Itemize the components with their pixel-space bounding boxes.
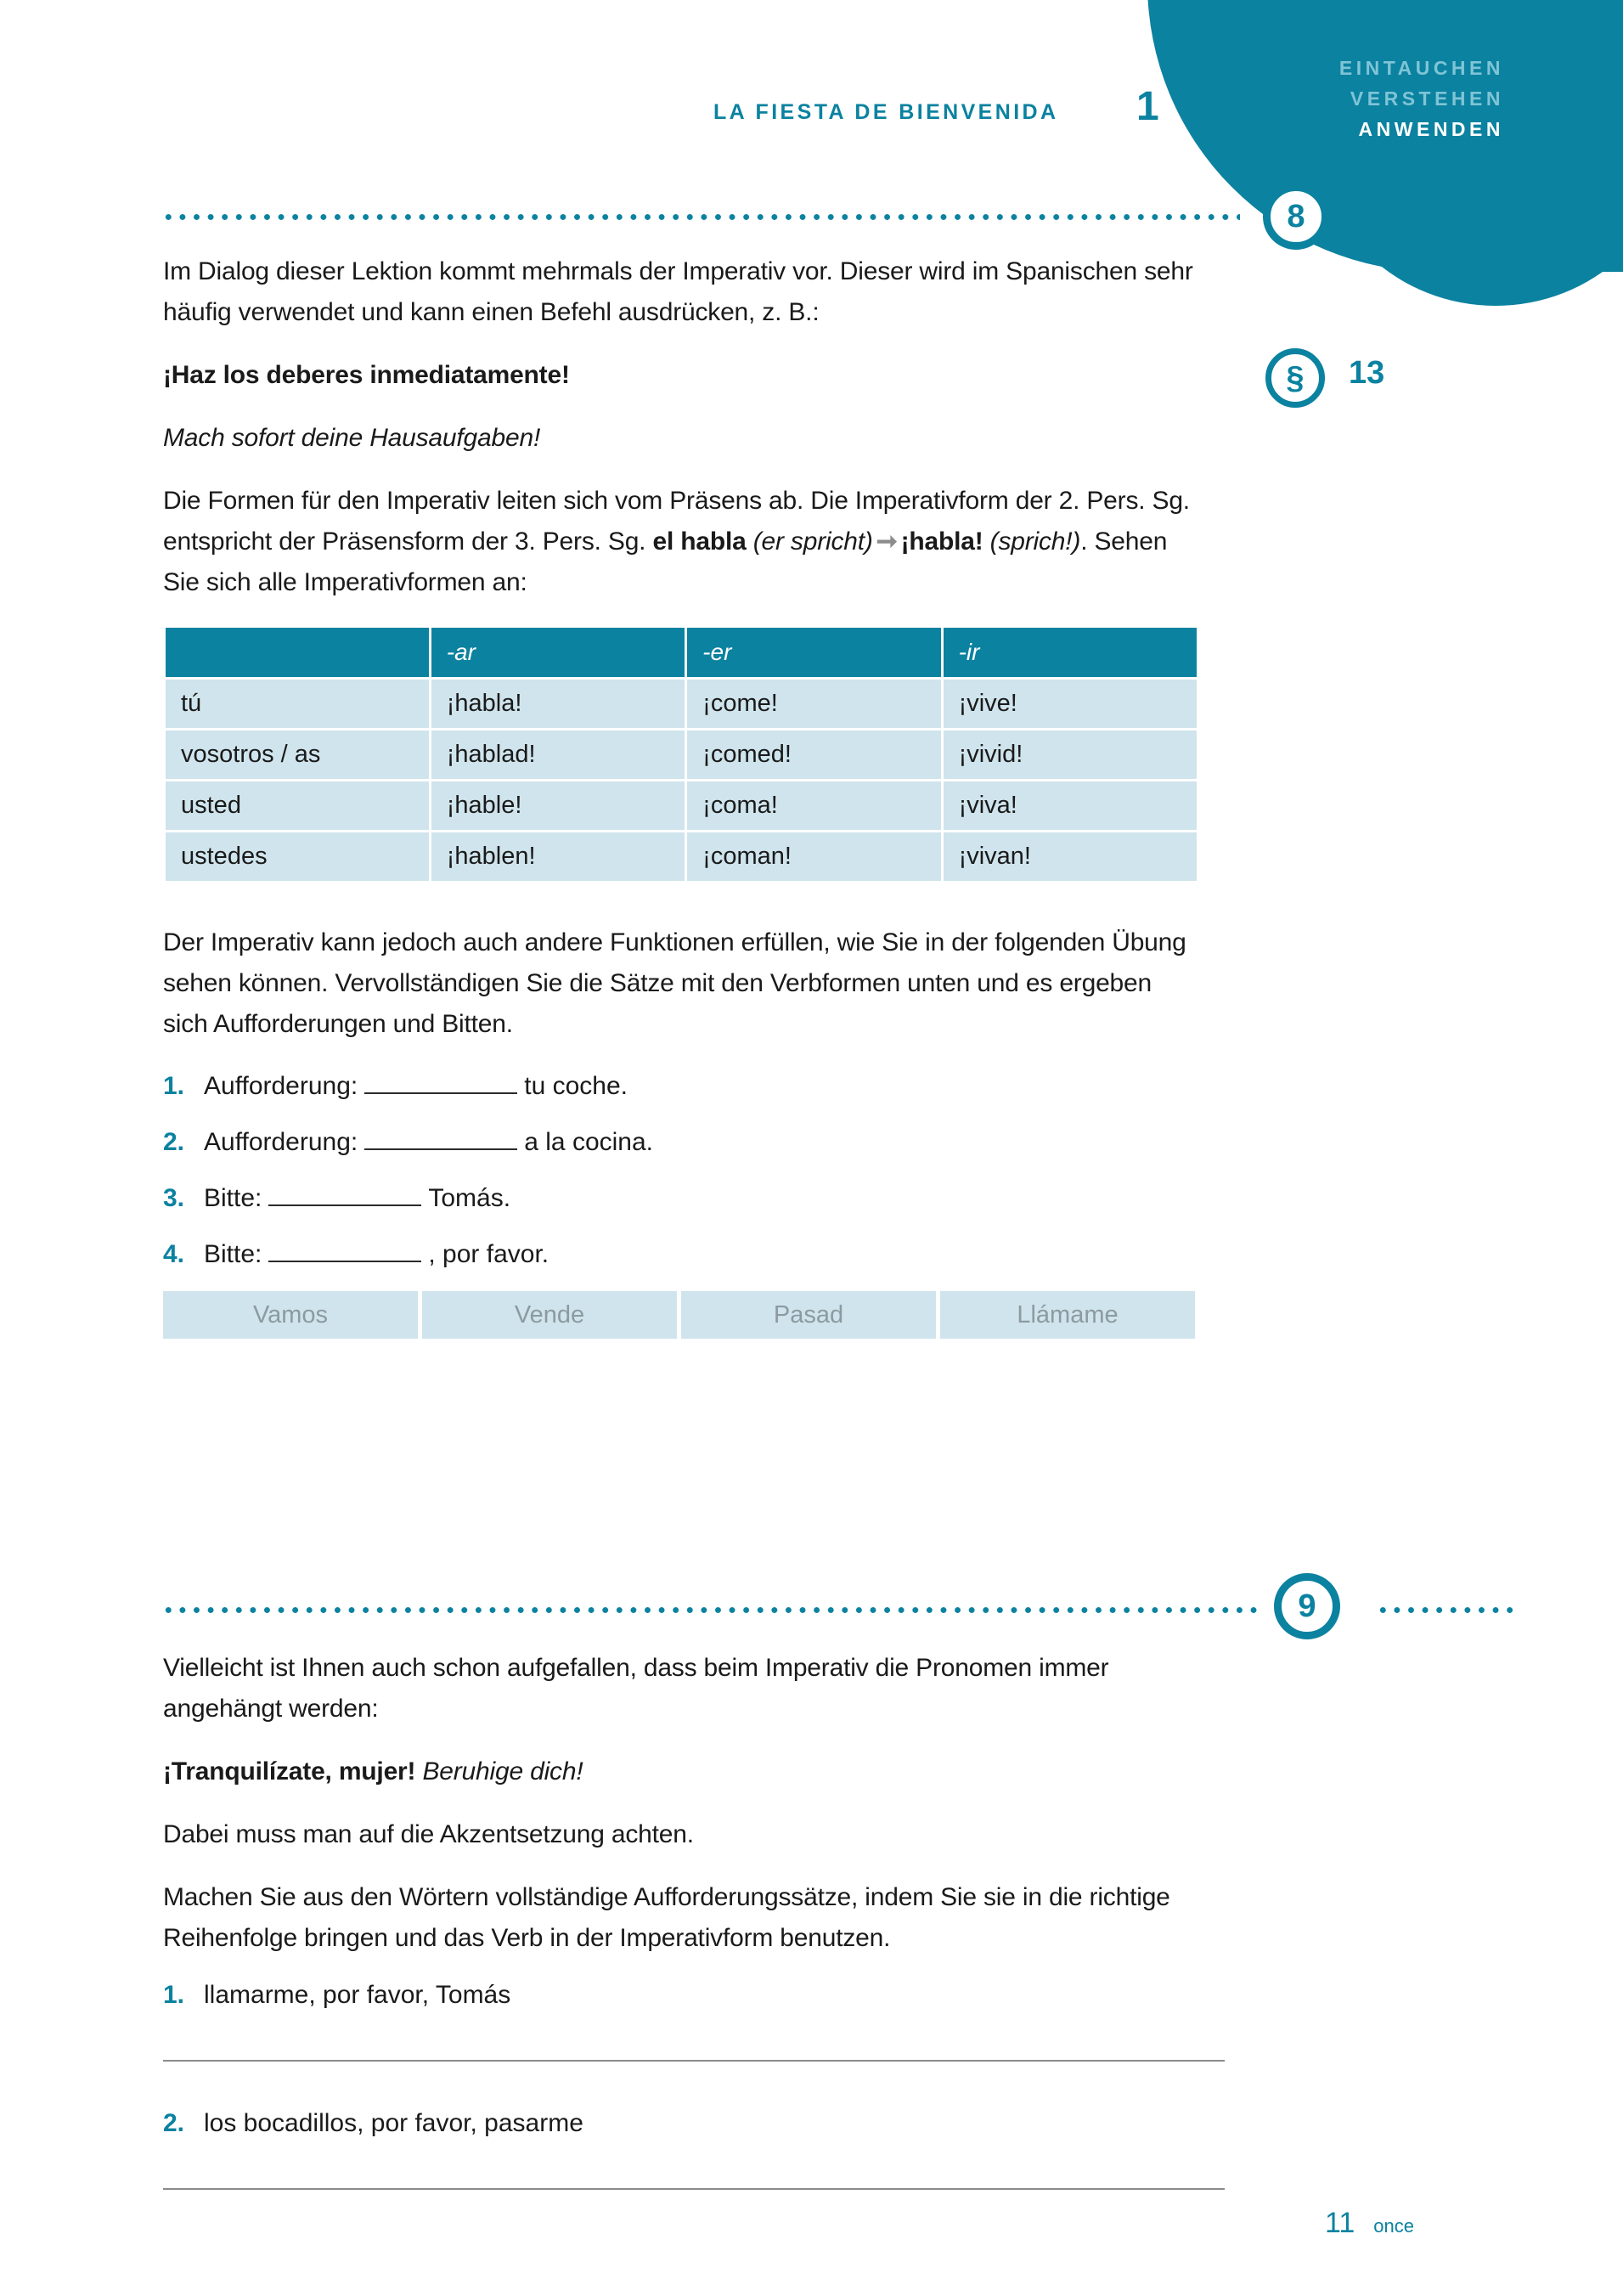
learning-stage-list xyxy=(1339,53,1504,144)
table-cell: ¡habla! xyxy=(431,680,685,728)
exercise-text-before: Bitte: xyxy=(204,1184,262,1212)
table-header-er: -er xyxy=(687,628,940,677)
chapter-title: LA FIESTA DE BIENVENIDA xyxy=(713,100,1059,124)
exercise-number: 2. xyxy=(163,2109,185,2137)
section8-task-intro: Der Imperativ kann jedoch auch andere Funktionen erfüllen, wie Sie in der folgenden Übung sehen können. Vervollständigen Sie die Sätze mit den Verbformen unten und es ergeben sich Aufforderungen und Bitten. xyxy=(163,928,1186,1038)
intro2-bold-el-habla: el habla xyxy=(652,527,747,556)
table-row xyxy=(166,832,1197,881)
exercise-text-after: , por favor. xyxy=(428,1240,549,1268)
table-cell: ¡coman! xyxy=(687,832,940,881)
fill-in-blank[interactable] xyxy=(268,1235,421,1262)
page-number-word: once xyxy=(1373,2215,1415,2237)
table-row xyxy=(166,731,1197,779)
section9-intro-paragraph: Vielleicht ist Ihnen auch schon aufgefallen, dass beim Imperativ die Pronomen immer angehängt werden: xyxy=(163,1654,1109,1723)
section-badge-9: 9 xyxy=(1274,1573,1340,1639)
section-divider-9-right xyxy=(1376,1605,1520,1615)
fill-in-blank[interactable] xyxy=(364,1067,517,1094)
imperative-conjugation-table xyxy=(163,625,1199,883)
table-row xyxy=(166,680,1197,728)
exercise-text: los bocadillos, por favor, pasarme xyxy=(204,2109,583,2137)
table-cell: ¡vivid! xyxy=(944,731,1197,779)
section-divider-9-left xyxy=(161,1605,1257,1615)
table-header-ar: -ar xyxy=(431,628,685,677)
chapter-number: 1 xyxy=(1136,84,1159,129)
section9-example-line xyxy=(163,1752,1199,1792)
table-cell: ¡come! xyxy=(687,680,940,728)
exercise-number: 4. xyxy=(163,1240,185,1268)
answer-line[interactable] xyxy=(163,2059,1225,2062)
exercise-item-3 xyxy=(163,1179,1199,1213)
section-9-content xyxy=(163,1648,1199,2190)
table-cell: ¡hablen! xyxy=(431,832,685,881)
exercise-item-2 xyxy=(163,1123,1199,1157)
section8-intro-paragraph-1: Im Dialog dieser Lektion kommt mehrmals der Imperativ vor. Dieser wird im Spanischen sehr häufig verwendet und kann einen Befehl ausdrücken, z. B.: xyxy=(163,257,1193,326)
grammar-reference-number: 13 xyxy=(1349,355,1385,391)
arrow-icon: ➞ xyxy=(876,527,898,556)
exercise-number: 3. xyxy=(163,1184,185,1212)
table-cell: usted xyxy=(166,781,429,830)
table-cell: ¡viva! xyxy=(944,781,1197,830)
page-number: 11 xyxy=(1325,2207,1355,2239)
table-cell: ¡vivan! xyxy=(944,832,1197,881)
table-row xyxy=(166,781,1197,830)
table-cell: ¡hable! xyxy=(431,781,685,830)
exercise-number: 1. xyxy=(163,1072,185,1100)
section8-example-spanish: ¡Haz los deberes inmediatamente! xyxy=(163,361,570,389)
fill-in-blank[interactable] xyxy=(364,1123,517,1150)
stage-eintauchen: EINTAUCHEN xyxy=(1338,57,1504,79)
exercise-number: 1. xyxy=(163,1981,185,2009)
word-bank-chip-vamos[interactable]: Vamos xyxy=(163,1291,418,1339)
section9-accent-note: Dabei muss man auf die Akzentsetzung achten. xyxy=(163,1820,694,1848)
fill-in-blank[interactable] xyxy=(268,1179,421,1206)
section9-example-german: Beruhige dich! xyxy=(422,1757,583,1785)
table-header-pronoun xyxy=(166,628,429,677)
section8-example-german: Mach sofort deine Hausaufgaben! xyxy=(163,424,541,452)
table-cell: ¡coma! xyxy=(687,781,940,830)
exercise-text-after: Tomás. xyxy=(428,1184,511,1212)
word-bank-chip-vende[interactable]: Vende xyxy=(422,1291,677,1339)
intro2-italic-sprich: (sprich!) xyxy=(989,527,1081,556)
table-cell: vosotros / as xyxy=(166,731,429,779)
stage-verstehen: VERSTEHEN xyxy=(1350,87,1504,110)
exercise-item-2 xyxy=(163,2109,1199,2138)
grammar-reference-icon: § xyxy=(1265,348,1325,408)
exercise-text-after: a la cocina. xyxy=(524,1128,654,1156)
exercise-item-4 xyxy=(163,1235,1199,1269)
exercise-text: llamarme, por favor, Tomás xyxy=(204,1981,511,2009)
section-divider-8 xyxy=(161,212,1240,222)
section-8-content xyxy=(163,251,1199,1339)
intro2-part-b: . Sehen Sie sich alle Imperativformen an: xyxy=(163,527,1168,596)
intro2-italic-er-spricht: (er spricht) xyxy=(752,527,873,556)
table-header-row xyxy=(166,628,1197,677)
section9-example-spanish: ¡Tranquilízate, mujer! xyxy=(163,1757,416,1785)
table-cell: ¡hablad! xyxy=(431,731,685,779)
exercise-text-before: Bitte: xyxy=(204,1240,262,1268)
intro2-part-a: Die Formen für den Imperativ leiten sich vom Präsens ab. Die Imperativform der 2. Pers. Sg. entspricht der Präsensform der 3. Pers. Sg. xyxy=(163,487,1190,556)
exercise-item-1 xyxy=(163,1981,1199,2010)
exercise-number: 2. xyxy=(163,1128,185,1156)
table-cell: ¡vive! xyxy=(944,680,1197,728)
word-bank xyxy=(163,1291,1199,1339)
intro2-bold-habla: ¡habla! xyxy=(900,527,983,556)
table-cell: ustedes xyxy=(166,832,429,881)
section8-exercise-list xyxy=(163,1067,1199,1269)
exercise-text-before: Aufforderung: xyxy=(204,1128,358,1156)
word-bank-chip-pasad[interactable]: Pasad xyxy=(681,1291,936,1339)
table-cell: tú xyxy=(166,680,429,728)
section9-task-intro: Machen Sie aus den Wörtern vollständige Aufforderungssätze, indem Sie sie in die richtige Reihenfolge bringen und das Verb in der Imperativform benutzen. xyxy=(163,1883,1170,1952)
table-header-ir: -ir xyxy=(944,628,1197,677)
exercise-item-1 xyxy=(163,1067,1199,1101)
page-footer xyxy=(1325,2207,1414,2240)
stage-anwenden: ANWENDEN xyxy=(1358,118,1504,140)
table-cell: ¡comed! xyxy=(687,731,940,779)
section8-intro-paragraph-2 xyxy=(163,481,1199,603)
answer-line[interactable] xyxy=(163,2187,1225,2190)
word-bank-chip-llamame[interactable]: Llámame xyxy=(940,1291,1195,1339)
section9-exercise-list xyxy=(163,1981,1199,2190)
exercise-text-before: Aufforderung: xyxy=(204,1072,358,1100)
section-badge-8: 8 xyxy=(1263,183,1329,250)
exercise-text-after: tu coche. xyxy=(524,1072,628,1100)
